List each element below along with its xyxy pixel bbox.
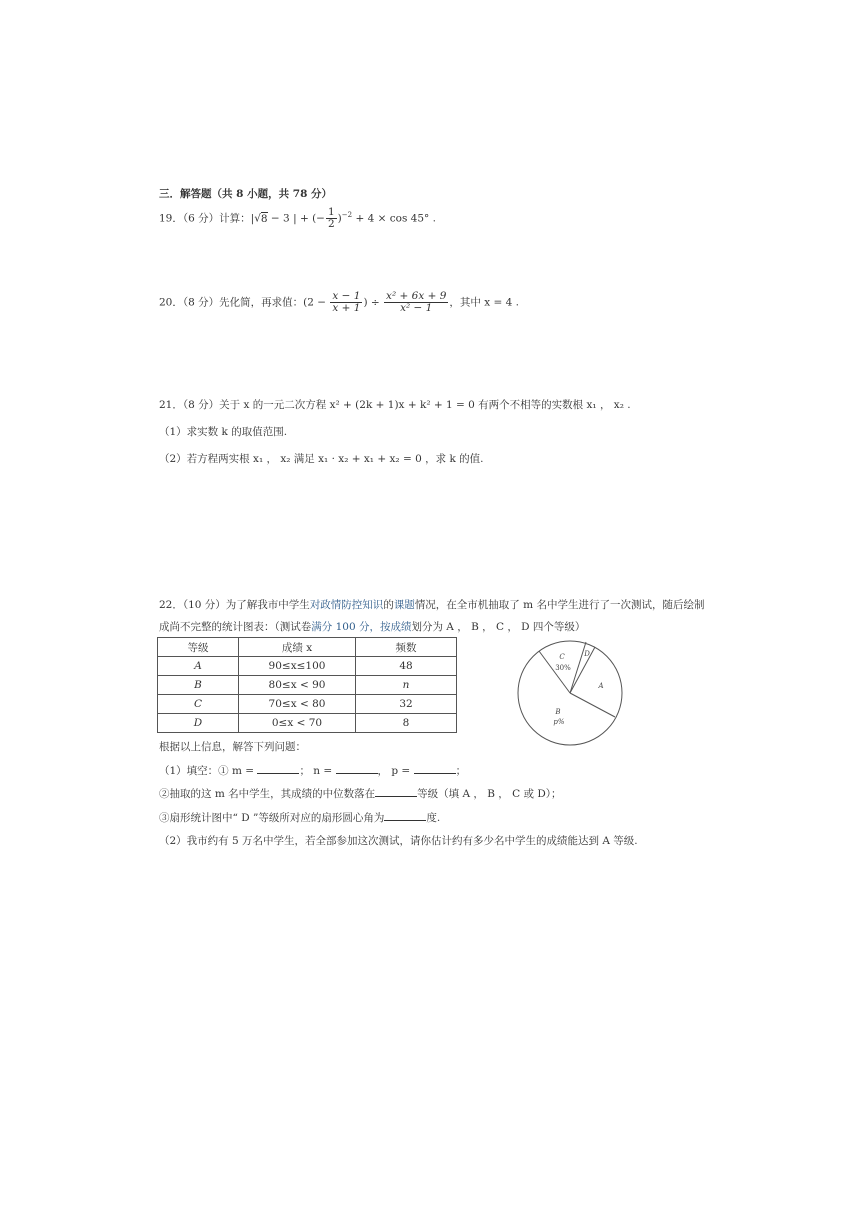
- count-cell: 48: [356, 657, 457, 676]
- table-row: [158, 695, 457, 714]
- table-header-cell: 成绩 x: [239, 638, 356, 657]
- frequency-table: [157, 637, 457, 733]
- question-22-part-2: （2）我市约有 5 万名中学生，若全部参加这次测试，请你估计约有多少名中学生的成绩能达到 A 等级.: [159, 835, 638, 847]
- pie-divider-c-b: [539, 651, 570, 693]
- slice-label-d: D: [584, 650, 590, 658]
- question-19: 19．（6 分）计算：|√8 − 3 | + (− $\frac{1}{2}$ )$^{-2}$ + 4 × cos 45° .: [159, 206, 436, 230]
- question-21-part-2: （2）若方程两实根 x₁ ， x₂ 满足 x₁ · x₂ + x₁ + x₂ = 0 ，求 k 的值.: [159, 453, 484, 465]
- answer-blank-m[interactable]: [257, 763, 299, 774]
- slice-label-c: C: [559, 653, 565, 661]
- question-20: 20．（8 分）先化简，再求值：(2 − $\frac{x - 1}{x + 1}$ ) ÷ $\frac{\text{x² + 6x + 9}}{\text{x² − 1}}$ ，其中 x = 4 .: [159, 290, 520, 314]
- q19-label: 19．（6 分）计算：: [159, 212, 251, 225]
- table-header-cell: 频数: [356, 638, 457, 657]
- grade-cell: B: [158, 676, 239, 695]
- section-title: 三．解答题（共 8 小题，共 78 分）: [159, 188, 333, 200]
- answer-blank-n[interactable]: [336, 763, 378, 774]
- pie-chart: [510, 633, 630, 753]
- question-22-fill-2: ②抽取的这 m 名中学生，其成绩的中位数落在 等级（填 A ， B ， C 或 D）；: [159, 788, 562, 800]
- table-row: [158, 676, 457, 695]
- grade-cell: C: [158, 695, 239, 714]
- grade-cell: A: [158, 657, 239, 676]
- answer-blank-p[interactable]: [414, 763, 456, 774]
- question-22-intro: 根据以上信息，解答下列问题：: [159, 741, 306, 753]
- q20-fraction-2: $\frac{\text{x² + 6x + 9}}{\text{x² − 1}}$: [386, 290, 447, 314]
- grade-cell: D: [158, 714, 239, 733]
- question-21-stem: 21．（8 分）关于 x 的一元二次方程 x² + (2k + 1)x + k² + 1 = 0 有两个不相等的实数根 x₁ ， x₂ .: [159, 399, 631, 411]
- count-cell: n: [356, 676, 457, 695]
- question-22-fill-1: （1）填空：① m = ； n = ， p = ；: [159, 765, 467, 777]
- question-21-part-1: （1）求实数 k 的取值范围.: [159, 426, 288, 438]
- answer-blank-angle[interactable]: [384, 810, 426, 821]
- question-22-stem: 22．（10 分）为了解我市中学生对政情防控知识的课题情况，在全市机抽取了 m 名中学生进行了一次测试，随后绘制: [159, 599, 705, 611]
- slice-label-a: A: [598, 682, 604, 690]
- slice-label-b: B: [555, 708, 561, 716]
- score-cell: 0≤x < 70: [239, 714, 356, 733]
- question-22-stem-line-2: 成尚不完整的统计图表：（测试卷满分 100 分，按成绩划分为 A ， B ， C ， D 四个等级）: [159, 621, 586, 633]
- score-cell: 90≤x≤100: [239, 657, 356, 676]
- score-cell: 70≤x < 80: [239, 695, 356, 714]
- answer-blank-median[interactable]: [375, 786, 417, 797]
- score-cell: 80≤x < 90: [239, 676, 356, 695]
- slice-percent-c: 30%: [555, 664, 571, 672]
- count-cell: 32: [356, 695, 457, 714]
- count-cell: 8: [356, 714, 457, 733]
- q20-fraction-1: $\frac{x - 1}{x + 1}$: [332, 290, 361, 314]
- table-row: [158, 657, 457, 676]
- table-row: [158, 714, 457, 733]
- question-22-fill-3: ③扇形统计图中“ D ”等级所对应的扇形圆心角为 度.: [159, 812, 441, 824]
- q20-label: 20．（8 分）先化简，再求值：(2 −: [159, 296, 330, 309]
- pie-divider-a-b: [570, 693, 615, 717]
- table-header-cell: 等级: [158, 638, 239, 657]
- q19-fraction: $\frac{1}{2}$: [327, 206, 335, 230]
- table-header-row: [158, 638, 457, 657]
- sqrt-symbol: √: [254, 212, 261, 225]
- slice-percent-b: p%: [553, 718, 565, 726]
